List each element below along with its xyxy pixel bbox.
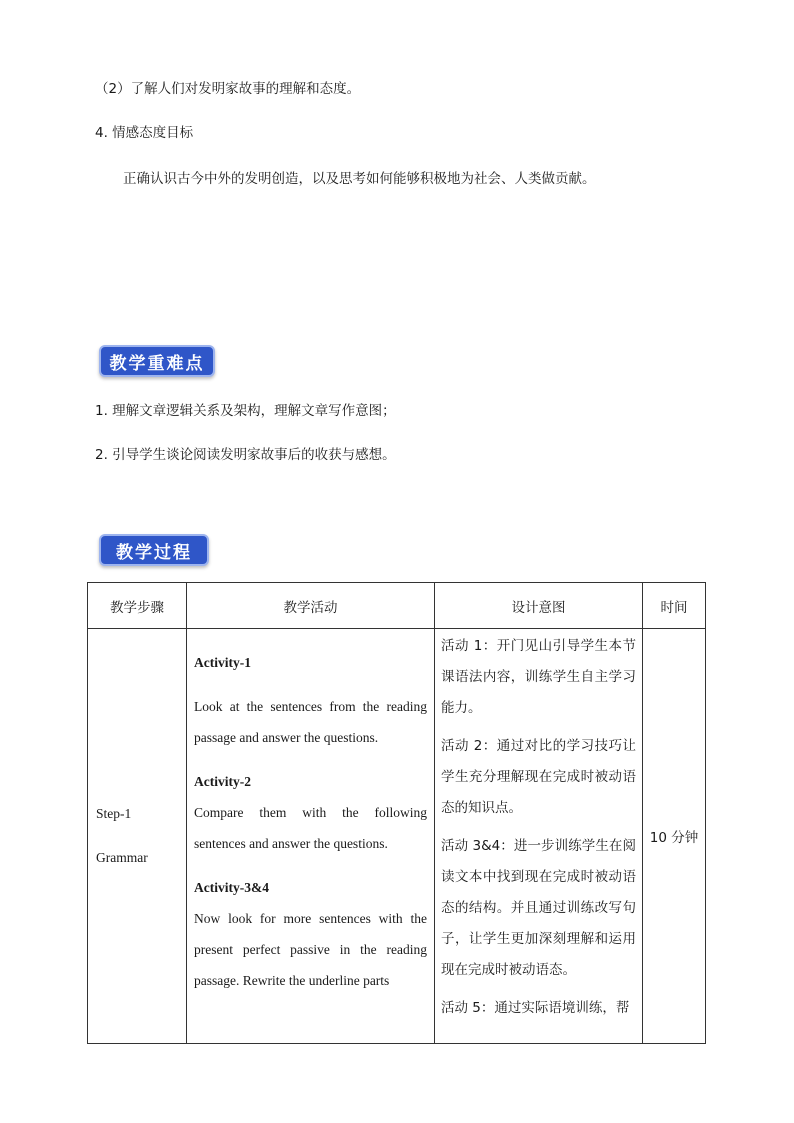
activity-desc: Compare them with the following sentences and answer the questions. [194,805,427,851]
step-topic: Grammar [96,850,148,865]
intent-cell [435,629,643,1044]
intent-item: 活动 1：开门见山引导学生本节课语法内容，训练学生自主学习能力。 [441,638,636,716]
step-name: Step-1 [96,806,132,821]
table-row [88,629,706,1044]
intent-item: 活动 5：通过实际语境训练，帮 [441,1000,630,1016]
intent-item: 活动 3&4：进一步训练学生在阅读文本中找到现在完成时被动语态的结构。并且通过训练改写句子，让学生更加深刻理解和运用现在完成时被动语态。 [441,838,636,978]
intent-item: 活动 2：通过对比的学习技巧让学生充分理解现在完成时被动语态的知识点。 [441,738,636,816]
activity-title: Activity-2 [194,774,251,789]
section-4-title: 4. 情感态度目标 [95,125,194,141]
teaching-process-table [87,582,706,1044]
activity-desc: Look at the sentences from the reading passage and answer the questions. [194,699,427,745]
activity-title: Activity-3&4 [194,880,269,895]
activity-title: Activity-1 [194,655,251,670]
header-step: 教学步骤 [88,583,187,629]
activity-desc: Now look for more sentences with the present perfect passive in the reading passage. Rewrite the underline parts [194,911,427,988]
key-points-badge: 教学重难点 [99,345,215,377]
key-point-item-2: 2. 引导学生谈论阅读发明家故事后的收获与感想。 [95,447,396,463]
step-cell [88,629,187,1044]
time-cell: 10 分钟 [643,629,706,1044]
activity-cell [187,629,435,1044]
process-badge: 教学过程 [99,534,209,566]
objective-item-2: （2）了解人们对发明家故事的理解和态度。 [95,81,361,97]
table-header-row [88,583,706,629]
section-4-text: 正确认识古今中外的发明创造，以及思考如何能够积极地为社会、人类做贡献。 [123,171,596,187]
header-activity: 教学活动 [187,583,435,629]
key-point-item-1: 1. 理解文章逻辑关系及架构，理解文章写作意图； [95,403,396,419]
header-time: 时间 [643,583,706,629]
header-intent: 设计意图 [435,583,643,629]
